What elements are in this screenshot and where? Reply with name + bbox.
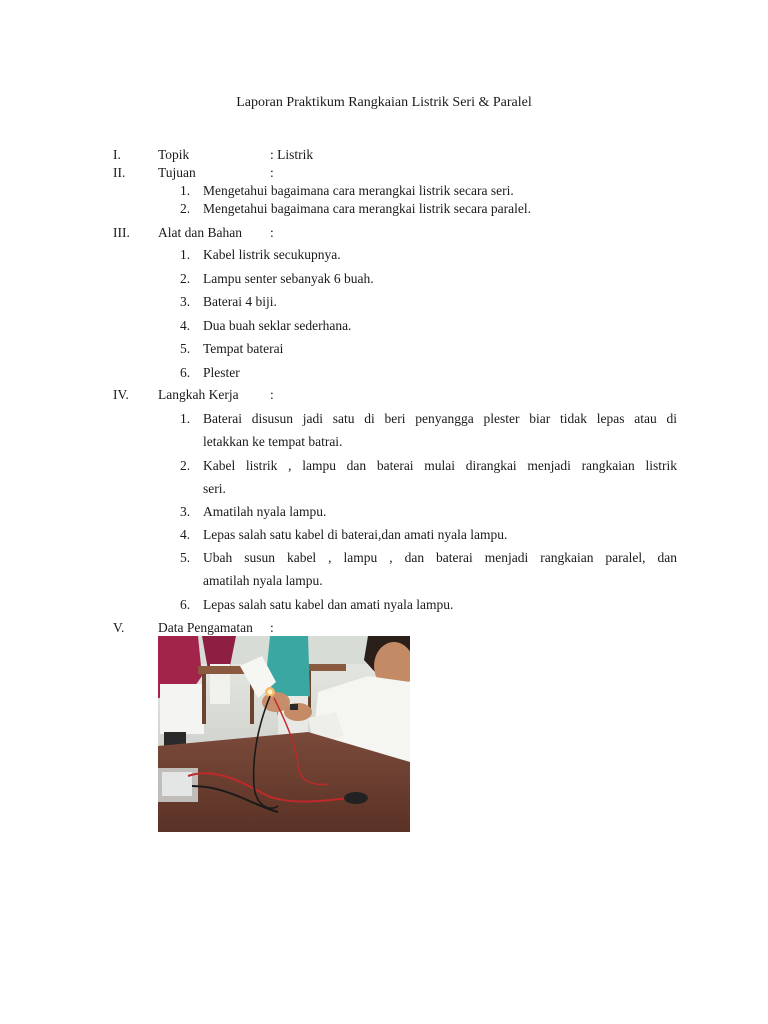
section-1-heading: Topik (158, 147, 190, 162)
section-1-value: : Listrik (270, 147, 314, 162)
list-item-number: 6. (180, 365, 191, 380)
list-item-line: Ubah susun kabel , lampu , dan baterai menjadi rangkaian paralel, dan (203, 550, 677, 565)
section-4-numeral: IV. (113, 387, 129, 402)
list-item: Baterai 4 biji. (203, 294, 277, 309)
list-item: Lampu senter sebanyak 6 buah. (203, 271, 374, 286)
list-item: Plester (203, 365, 240, 380)
list-item-number: 2. (180, 201, 191, 216)
section-5-colon: : (270, 620, 274, 635)
list-item-number: 3. (180, 504, 191, 519)
section-5-heading: Data Pengamatan (158, 620, 253, 635)
section-4-colon: : (270, 387, 274, 402)
section-1-numeral: I. (113, 147, 121, 162)
list-item-number: 6. (180, 597, 191, 612)
list-item-number: 5. (180, 550, 191, 565)
list-item-number: 2. (180, 458, 191, 473)
list-item: Mengetahui bagaimana cara merangkai listrik secara paralel. (203, 201, 531, 216)
list-item-number: 5. (180, 341, 191, 356)
list-item: Tempat baterai (203, 341, 284, 356)
list-item-line: letakkan ke tempat batrai. (203, 434, 343, 449)
observation-photo (158, 636, 410, 832)
list-item: Kabel listrik secukupnya. (203, 247, 341, 262)
section-3-heading: Alat dan Bahan (158, 225, 242, 240)
section-3-colon: : (270, 225, 274, 240)
section-4-heading: Langkah Kerja (158, 387, 239, 402)
list-item: Lepas salah satu kabel di baterai,dan amati nyala lampu. (203, 527, 508, 542)
list-item-line: amatilah nyala lampu. (203, 573, 323, 588)
list-item-number: 1. (180, 183, 191, 198)
list-item-number: 4. (180, 527, 191, 542)
list-item: Mengetahui bagaimana cara merangkai listrik secara seri. (203, 183, 514, 198)
list-item-number: 2. (180, 271, 191, 286)
section-2-heading: Tujuan (158, 165, 196, 180)
list-item-line: Kabel listrik , lampu dan baterai mulai dirangkai menjadi rangkaian listrik (203, 458, 677, 473)
section-3-numeral: III. (113, 225, 130, 240)
section-2-numeral: II. (113, 165, 126, 180)
list-item: Lepas salah satu kabel dan amati nyala lampu. (203, 597, 454, 612)
list-item: Dua buah seklar sederhana. (203, 318, 352, 333)
list-item-number: 1. (180, 411, 191, 426)
list-item-number: 1. (180, 247, 191, 262)
list-item-line: Baterai disusun jadi satu di beri penyangga plester biar tidak lepas atau di (203, 411, 677, 426)
list-item-number: 3. (180, 294, 191, 309)
list-item: Amatilah nyala lampu. (203, 504, 327, 519)
list-item-line: seri. (203, 481, 226, 496)
list-item-number: 4. (180, 318, 191, 333)
page-title: Laporan Praktikum Rangkaian Listrik Seri & Paralel (236, 95, 532, 110)
section-2-colon: : (270, 165, 274, 180)
section-5-numeral: V. (113, 620, 125, 635)
